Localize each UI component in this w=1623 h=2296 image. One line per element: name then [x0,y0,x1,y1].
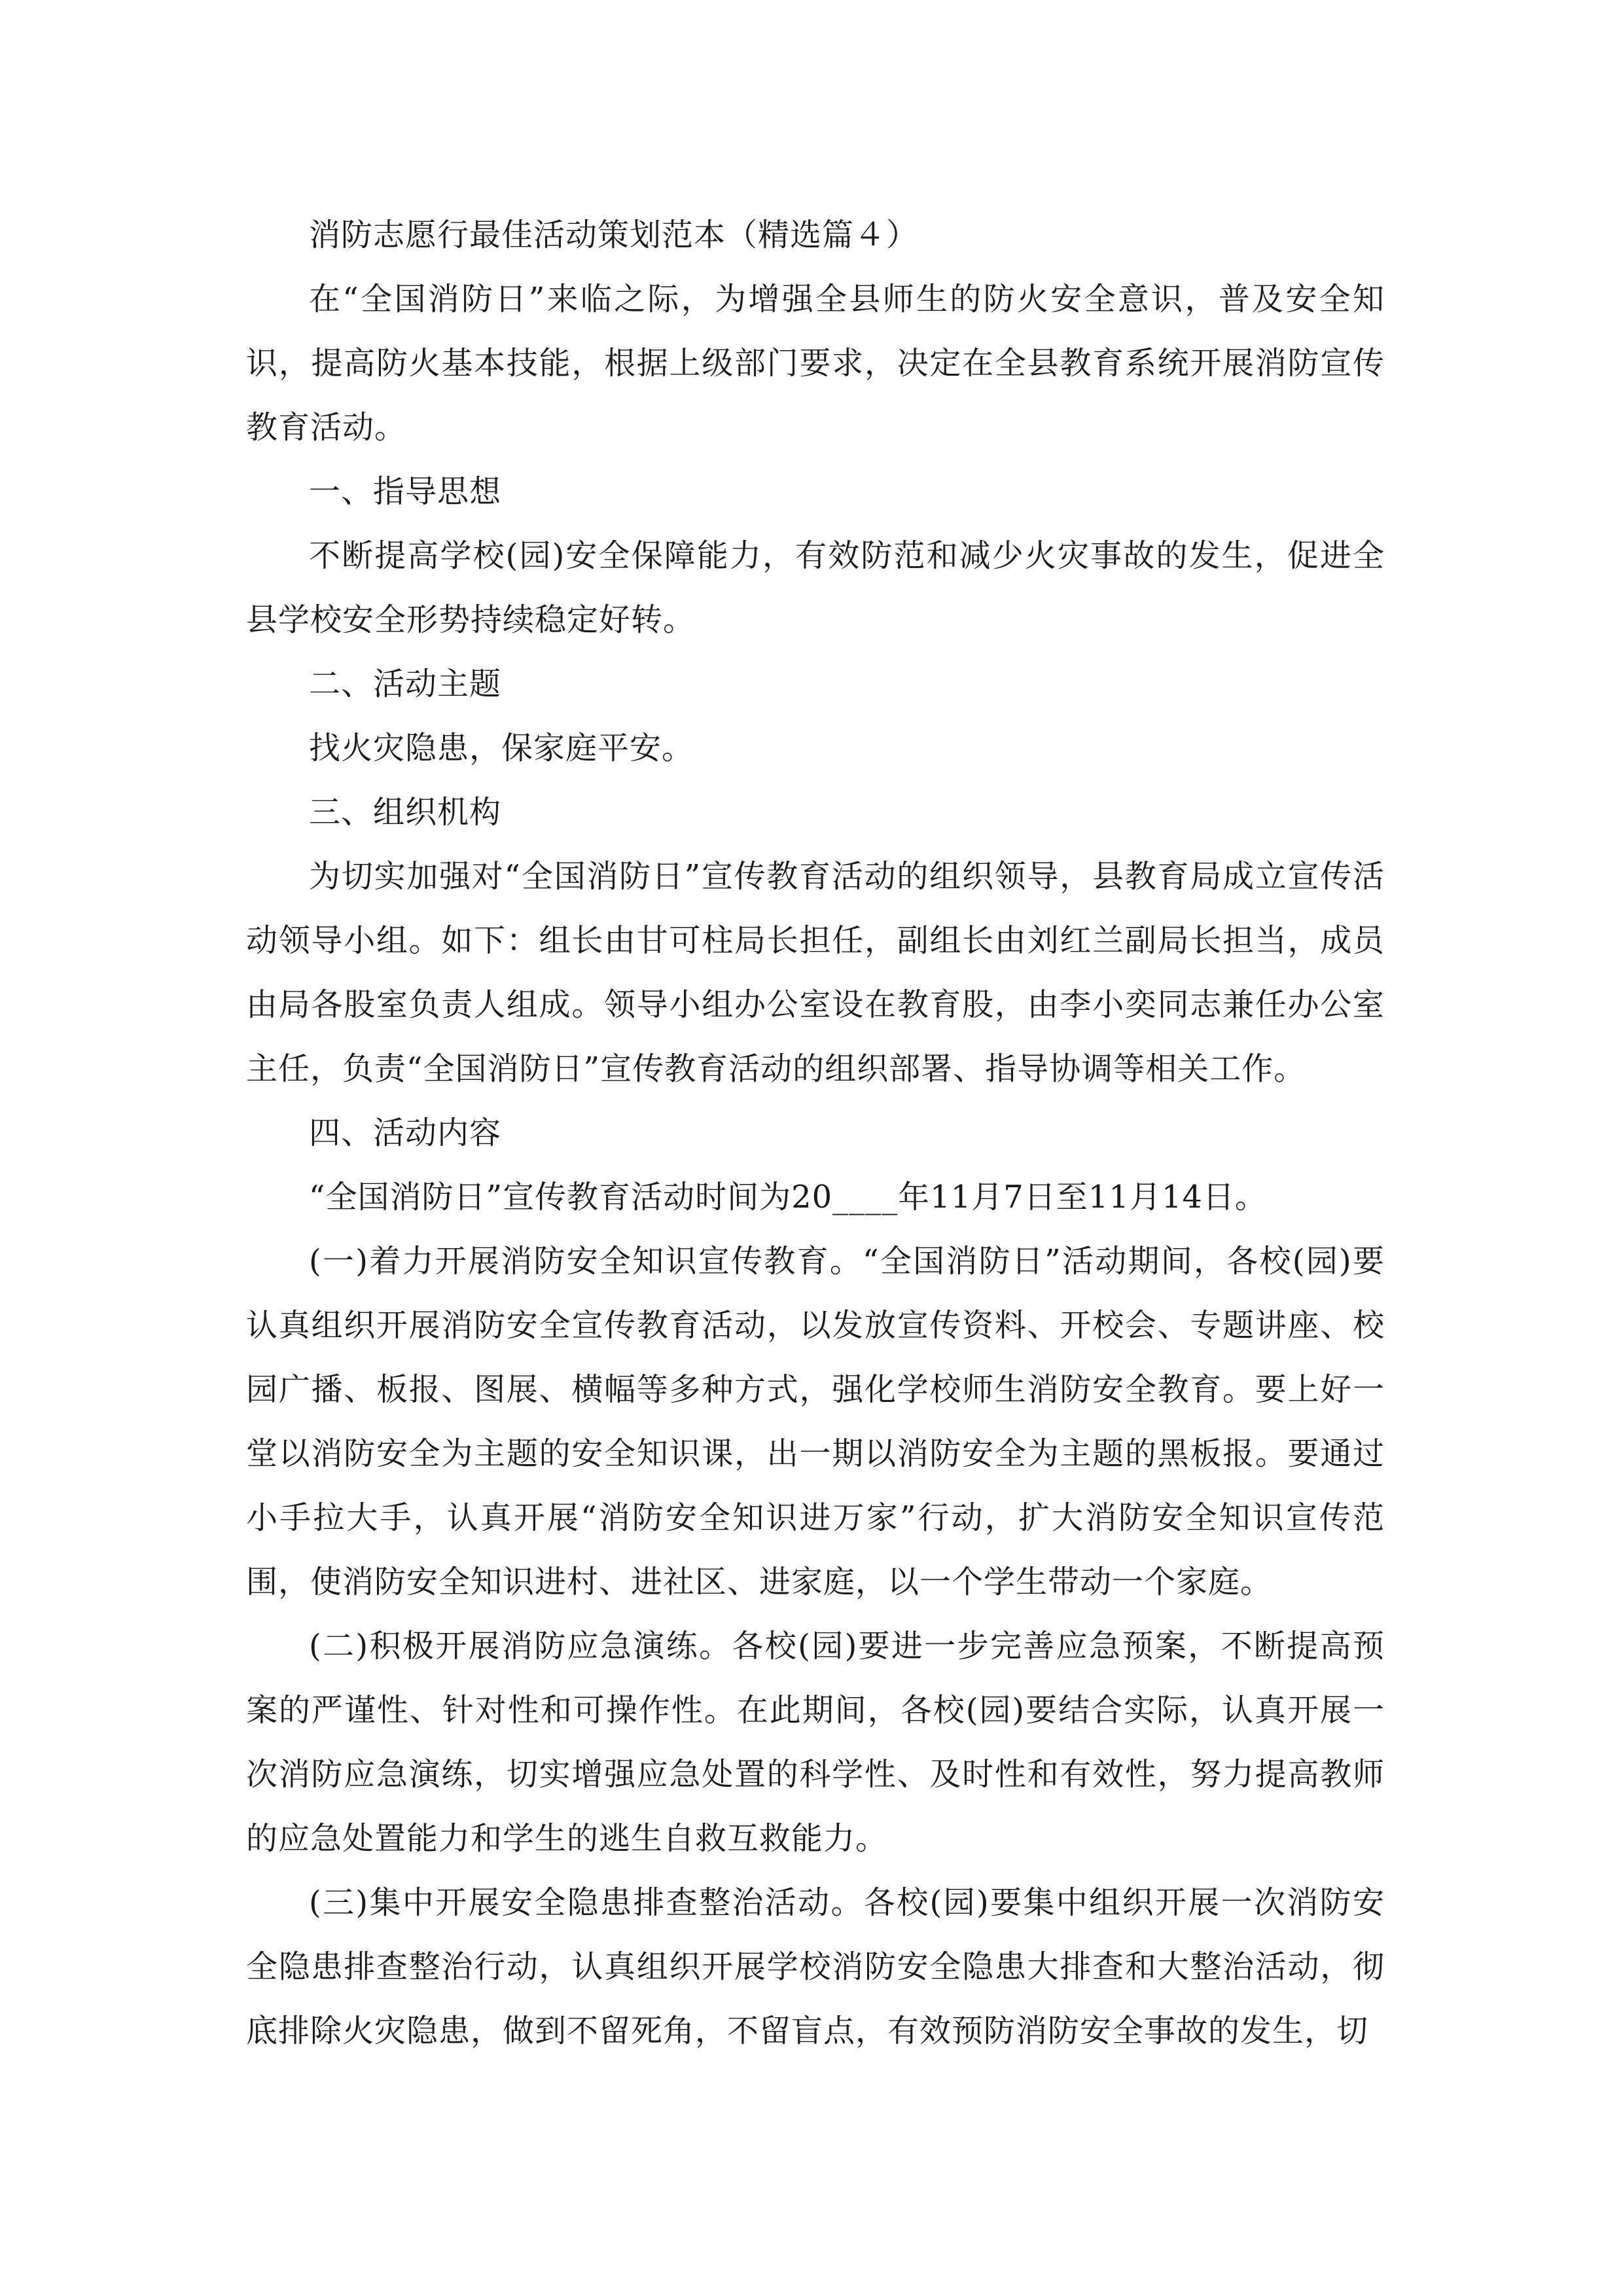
section-text-theme: 找火灾隐患，保家庭平安。 [309,730,694,766]
section-heading-content: 四、活动内容 [309,1115,502,1151]
intro-paragraph: 在“全国消防日”来临之际，为增强全县师生的防火安全意识，普及安全知识，提高防火基本技能，根据上级部门要求，决定在全县教育系统开展消防宣传教育活动。 [246,281,1385,446]
document-body [246,203,1385,2063]
content-item-3: (三)集中开展安全隐患排查整治活动。各校(园)要集中组织开展一次消防安全隐患排查整治行动，认真组织开展学校消防安全隐患大排查和大整治活动，彻底排除火灾隐患，做到不留死角，不留盲点，有效预防消防安全事故的发生，切 [246,1884,1385,2049]
section-heading-theme: 二、活动主题 [309,666,502,702]
content-item-1: (一)着力开展消防安全知识宣传教育。“全国消防日”活动期间，各校(园)要认真组织开展消防安全宣传教育活动，以发放宣传资料、开校会、专题讲座、校园广播、板报、图展、横幅等多种方式，强化学校师生消防安全教育。要上好一堂以消防安全为主题的安全知识课，出一期以消防安全为主题的黑板报。要通过小手拉大手，认真开展“消防安全知识进万家”行动，扩大消防安全知识宣传范围，使消防安全知识进村、进社区、进家庭，以一个学生带动一个家庭。 [246,1243,1385,1600]
document-title: 消防志愿行最佳活动策划范本（精选篇４） [309,217,919,253]
section-text-guiding-thought: 不断提高学校(园)安全保障能力，有效防范和减少火灾事故的发生，促进全县学校安全形势持续稳定好转。 [246,537,1385,638]
section-heading-organization: 三、组织机构 [309,794,502,831]
section-text-time: “全国消防日”宣传教育活动时间为20____年11月7日至11月14日。 [309,1179,1267,1215]
content-item-2: (二)积极开展消防应急演练。各校(园)要进一步完善应急预案，不断提高预案的严谨性、针对性和可操作性。在此期间，各校(园)要结合实际，认真开展一次消防应急演练，切实增强应急处置的科学性、及时性和有效性，努力提高教师的应急处置能力和学生的逃生自救互救能力。 [246,1628,1385,1857]
section-text-organization: 为切实加强对“全国消防日”宣传教育活动的组织领导，县教育局成立宣传活动领导小组。如下：组长由甘可柱局长担任，副组长由刘红兰副局长担当，成员由局各股室负责人组成。领导小组办公室设在教育股，由李小奕同志兼任办公室主任，负责“全国消防日”宣传教育活动的组织部署、指导协调等相关工作。 [246,858,1385,1087]
section-heading-guiding-thought: 一、指导思想 [309,473,502,510]
